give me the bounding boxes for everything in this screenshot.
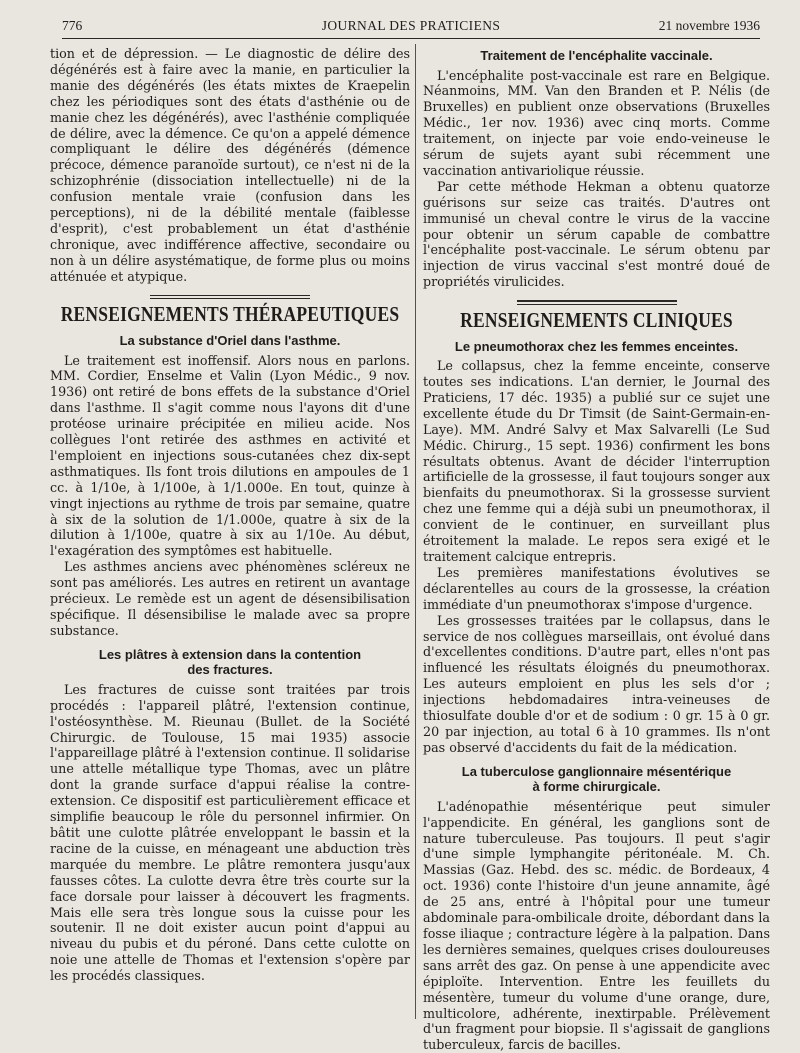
issue-date: 21 novembre 1936: [658, 18, 760, 33]
section-title-therapeutiques: RENSEIGNEMENTS THÉRAPEUTIQUES: [60, 301, 400, 327]
article-paragraph: Les premières manifestations évolutives se déclarentelles au cours de la grossesse, la création immédiate d'un pneumothorax s'impose d'urgence.: [423, 564, 770, 612]
article-title-oriel: La substance d'Oriel dans l'asthme.: [119, 333, 341, 348]
page-header: [62, 14, 760, 39]
article-title-line: des fractures.: [187, 662, 273, 678]
article-paragraph: Les grossesses traitées par le collapsus, dans le service de nos collègues marseillais, ont évolué dans d'excellentes conditions. D'autre part, elles n'ont pas influencé les résultats éloignés du pneumothorax. Les auteurs emploient en plus les sels d'or ; injections hebdomadaires intra-veineuses de thiosulfate double d'or et de sodium : 0 gr. 15 à 0 gr. 20 par injection, au total 6 à 10 grammes. Ils n'ont pas observé d'accidents du fait de la médication.: [423, 612, 770, 755]
journal-title: JOURNAL DES PRATICIENS: [321, 18, 501, 33]
section-ornament: [517, 300, 677, 305]
right-column: [423, 46, 770, 1053]
article-title-line: à forme chirurgicale.: [532, 779, 661, 795]
left-column: [50, 46, 410, 1015]
page-number: 776: [62, 18, 83, 33]
article-paragraph: Le traitement est inoffensif. Alors nous en parlons. MM. Cordier, Enselme et Valin (Lyon Médic., 9 nov. 1936) ont retiré de bons effets de la substance d'Oriel dans l'asthme. Il s'agit comme nous l'ayons dit d'une protéose urinaire précipitée en milieu acide. Nos collègues l'ont retirée des asthmes en activité et l'emploient en injections sous-cutanées chez dix-sept asthmatiques. Ils font trois dilutions en ampoules de 1 cc. à 1/10e, à 1/100e, à 1/1.000e. En tout, quinze à vingt injections au rythme de trois par semaine, quatre à six de la solution de 1/1.000e, quatre à six de la dilution à 1/100e, quatre à six au 1/10e. Au début, l'exagération des symptômes est habituelle.: [50, 352, 410, 559]
article-paragraph: Le collapsus, chez la femme enceinte, conserve toutes ses indications. L'an dernier, le Journal des Praticiens, 17 déc. 1935) a publié sur ce sujet une excellente étude du Dr Timsit (de Saint-Germain-en-Laye). MM. André Salvy et Max Salvarelli (Le Sud Médic. Chirurg., 15 sept. 1936) confirment les bons résultats obtenus. Avant de décider l'interruption artificielle de la grossesse, il faut toujours songer aux bienfaits du pneumothorax. Si la grossesse survient chez une femme qui a déjà subi un pneumothorax, il convient de le continuer, en surveillant plus étroitement la malade. Le repos sera exigé et le traitement calcique entrepris.: [423, 358, 770, 564]
column-divider: [415, 44, 416, 1019]
article-paragraph: L'adénopathie mésentérique peut simuler l'appendicite. En général, les ganglions sont de nature tuberculeuse. Pas toujours. Il peut s'agir d'une simple lymphangite péritonéale. M. Ch. Massias (Gaz. Hebd. des sc. médic. de Bordeaux, 4 oct. 1936) conte l'histoire d'un jeune annamite, âgé de 25 ans, entré à l'hôpital pour une tumeur abdominale para-ombilicale droite, débordant dans la fosse iliaque ; contracture légère à la palpation. Dans les dernières semaines, quelques crises douloureuses sans arrêt des gaz. On pense à une appendicite avec épiploïte. Intervention. Entre les feuillets du mésentère, tumeur du volume d'une orange, dure, multicolore, adhérente, inextirpable. Prélèvement d'un fragment pour biopsie. Il s'agissait de ganglions tuberculeux, farcis de bacilles.: [423, 798, 770, 1053]
section-title-cliniques: RENSEIGNEMENTS CLINIQUES: [460, 307, 733, 332]
article-paragraph: Les asthmes anciens avec phénomènes scléreux ne sont pas améliorés. Les autres en retirent un avantage précieux. Le remède est un agent de désensibilisation spécifique. Il désensibilise le malade avec sa propre substance.: [50, 559, 410, 638]
article-title-line: Les plâtres à extension dans la contention: [98, 646, 362, 662]
article-title-pneumothorax: Le pneumothorax chez les femmes enceintes.: [454, 338, 739, 354]
article-title-tuberculose: [423, 764, 770, 795]
article-paragraph: Les fractures de cuisse sont traitées par trois procédés : l'appareil plâtré, l'extension continue, l'ostéosynthèse. M. Rieunau (Bullet. de la Société Chirurgic. de Toulouse, 15 mai 1935) associe l'appareillage plâtré à l'extension continue. Il solidarise une attelle métallique type Thomas, avec un plâtre dont la grande surface d'appui réalise la contre-extension. Ce dispositif est particulièrement efficace et simplifie beaucoup le rôle du personnel infirmier. On bâtit une culotte plâtrée enveloppant le bassin et la racine de la cuisse, en ménageant une abduction très marquée du membre. Le plâtre remontera jusqu'aux fausses côtes. La culotte devra être très courte sur la face dorsale pour laisser à découvert les fragments. Mais elle sera très longue sous la cuisse pour les soutenir. Il ne doit exister aucun point d'appui au niveau du pubis et du péroné. Dans cette culotte on noie une attelle de Thomas et l'extension s'opère par les procédés classiques.: [50, 681, 410, 984]
continued-paragraph: tion et de dépression. — Le diagnostic de délire des dégénérés est à faire avec la manie, en particulier la manie des dégénérés (les états mixtes de Kraepelin chez les périodiques sont des états d'asthénie ou de manie chez les dégénérés), avec l'asthénie compliquée de délire, avec la démence. Ce qu'on a appelé démence compliquant le délire des dégénérés (démence précoce, démence paranoïde surtout), ce n'est ni de la schizophrénie (dissociation intellectuelle) ni de la confusion mentale vraie (confusion dans les perceptions), ni de la débilité mentale (faiblesse d'esprit), c'est probablement un état d'asthénie chronique, avec indifférence affective, secondaire ou non à un délire asystématique, de forme plus ou moins atténuée et atypique.: [50, 46, 410, 284]
article-paragraph: Par cette méthode Hekman a obtenu quatorze guérisons sur seize cas traités. D'autres ont immunisé un cheval contre le virus de la vaccine pour obtenir un sérum capable de combattre l'encéphalite post-vaccinale. Le sérum obtenu par injection de virus vaccinal s'est montré doué de propriétés virulicides.: [423, 178, 770, 290]
section-ornament: [150, 295, 310, 300]
article-paragraph: L'encéphalite post-vaccinale est rare en Belgique. Néanmoins, MM. Van den Branden et P. Nélis (de Bruxelles) en publient onze observations (Bruxelles Médic., 1er nov. 1936) avec cinq morts. Comme traitement, on injecte par voie endo-veineuse le sérum de sujets ayant subi récemment une vaccination antivariolique réussie.: [423, 67, 770, 178]
article-title-line: La tuberculose ganglionnaire mésentérique: [461, 763, 732, 779]
article-title-encephalite: Traitement de l'encéphalite vaccinale.: [480, 48, 713, 63]
article-title-platres: [50, 647, 410, 678]
